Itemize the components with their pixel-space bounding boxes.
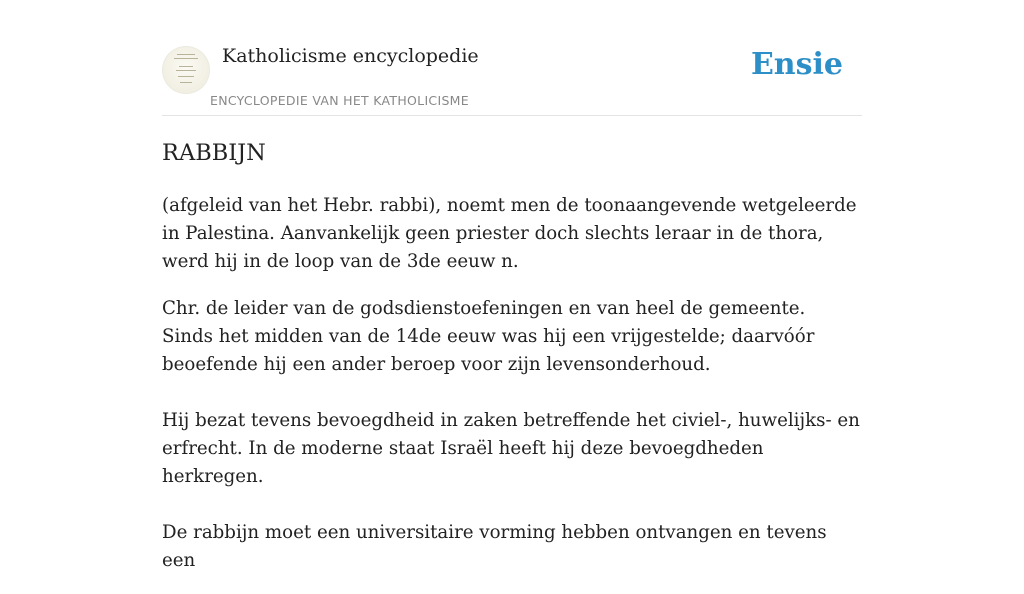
site-title[interactable]: Katholicisme encyclopedie	[222, 45, 479, 67]
entry-paragraph: Hij bezat tevens bevoegdheid in zaken betreffende het civiel-, huwelijks- en erfrecht. In de moderne staat Israël heeft hij deze bevoegdheden herkregen.	[162, 410, 860, 487]
content-container	[162, 0, 862, 571]
site-subtitle: ENCYCLOPEDIE VAN HET KATHOLICISME	[210, 93, 469, 108]
site-header	[162, 0, 862, 116]
entry-body	[162, 192, 862, 594]
entry-paragraph: De rabbijn moet een universitaire vorming hebben ontvangen en tevens een	[162, 522, 827, 571]
encyclopedia-cover-logo[interactable]	[162, 46, 210, 94]
entry-title: RABBIJN	[162, 140, 266, 166]
entry-paragraph: (afgeleid van het Hebr. rabbi), noemt men de toonaangevende wetgeleerde in Palestina. Aanvankelijk geen priester doch slechts leraar in de thora, werd hij in de loop van de 3de eeuw n.	[162, 195, 857, 272]
ensie-brand-link[interactable]: Ensie	[750, 47, 843, 82]
entry-paragraph: Chr. de leider van de godsdienstoefeningen en van heel de gemeente. Sinds het midden van de 14de eeuw was hij een vrijgestelde; daarvóór beoefende hij een ander beroep voor zijn levensonderhoud.	[162, 298, 815, 375]
